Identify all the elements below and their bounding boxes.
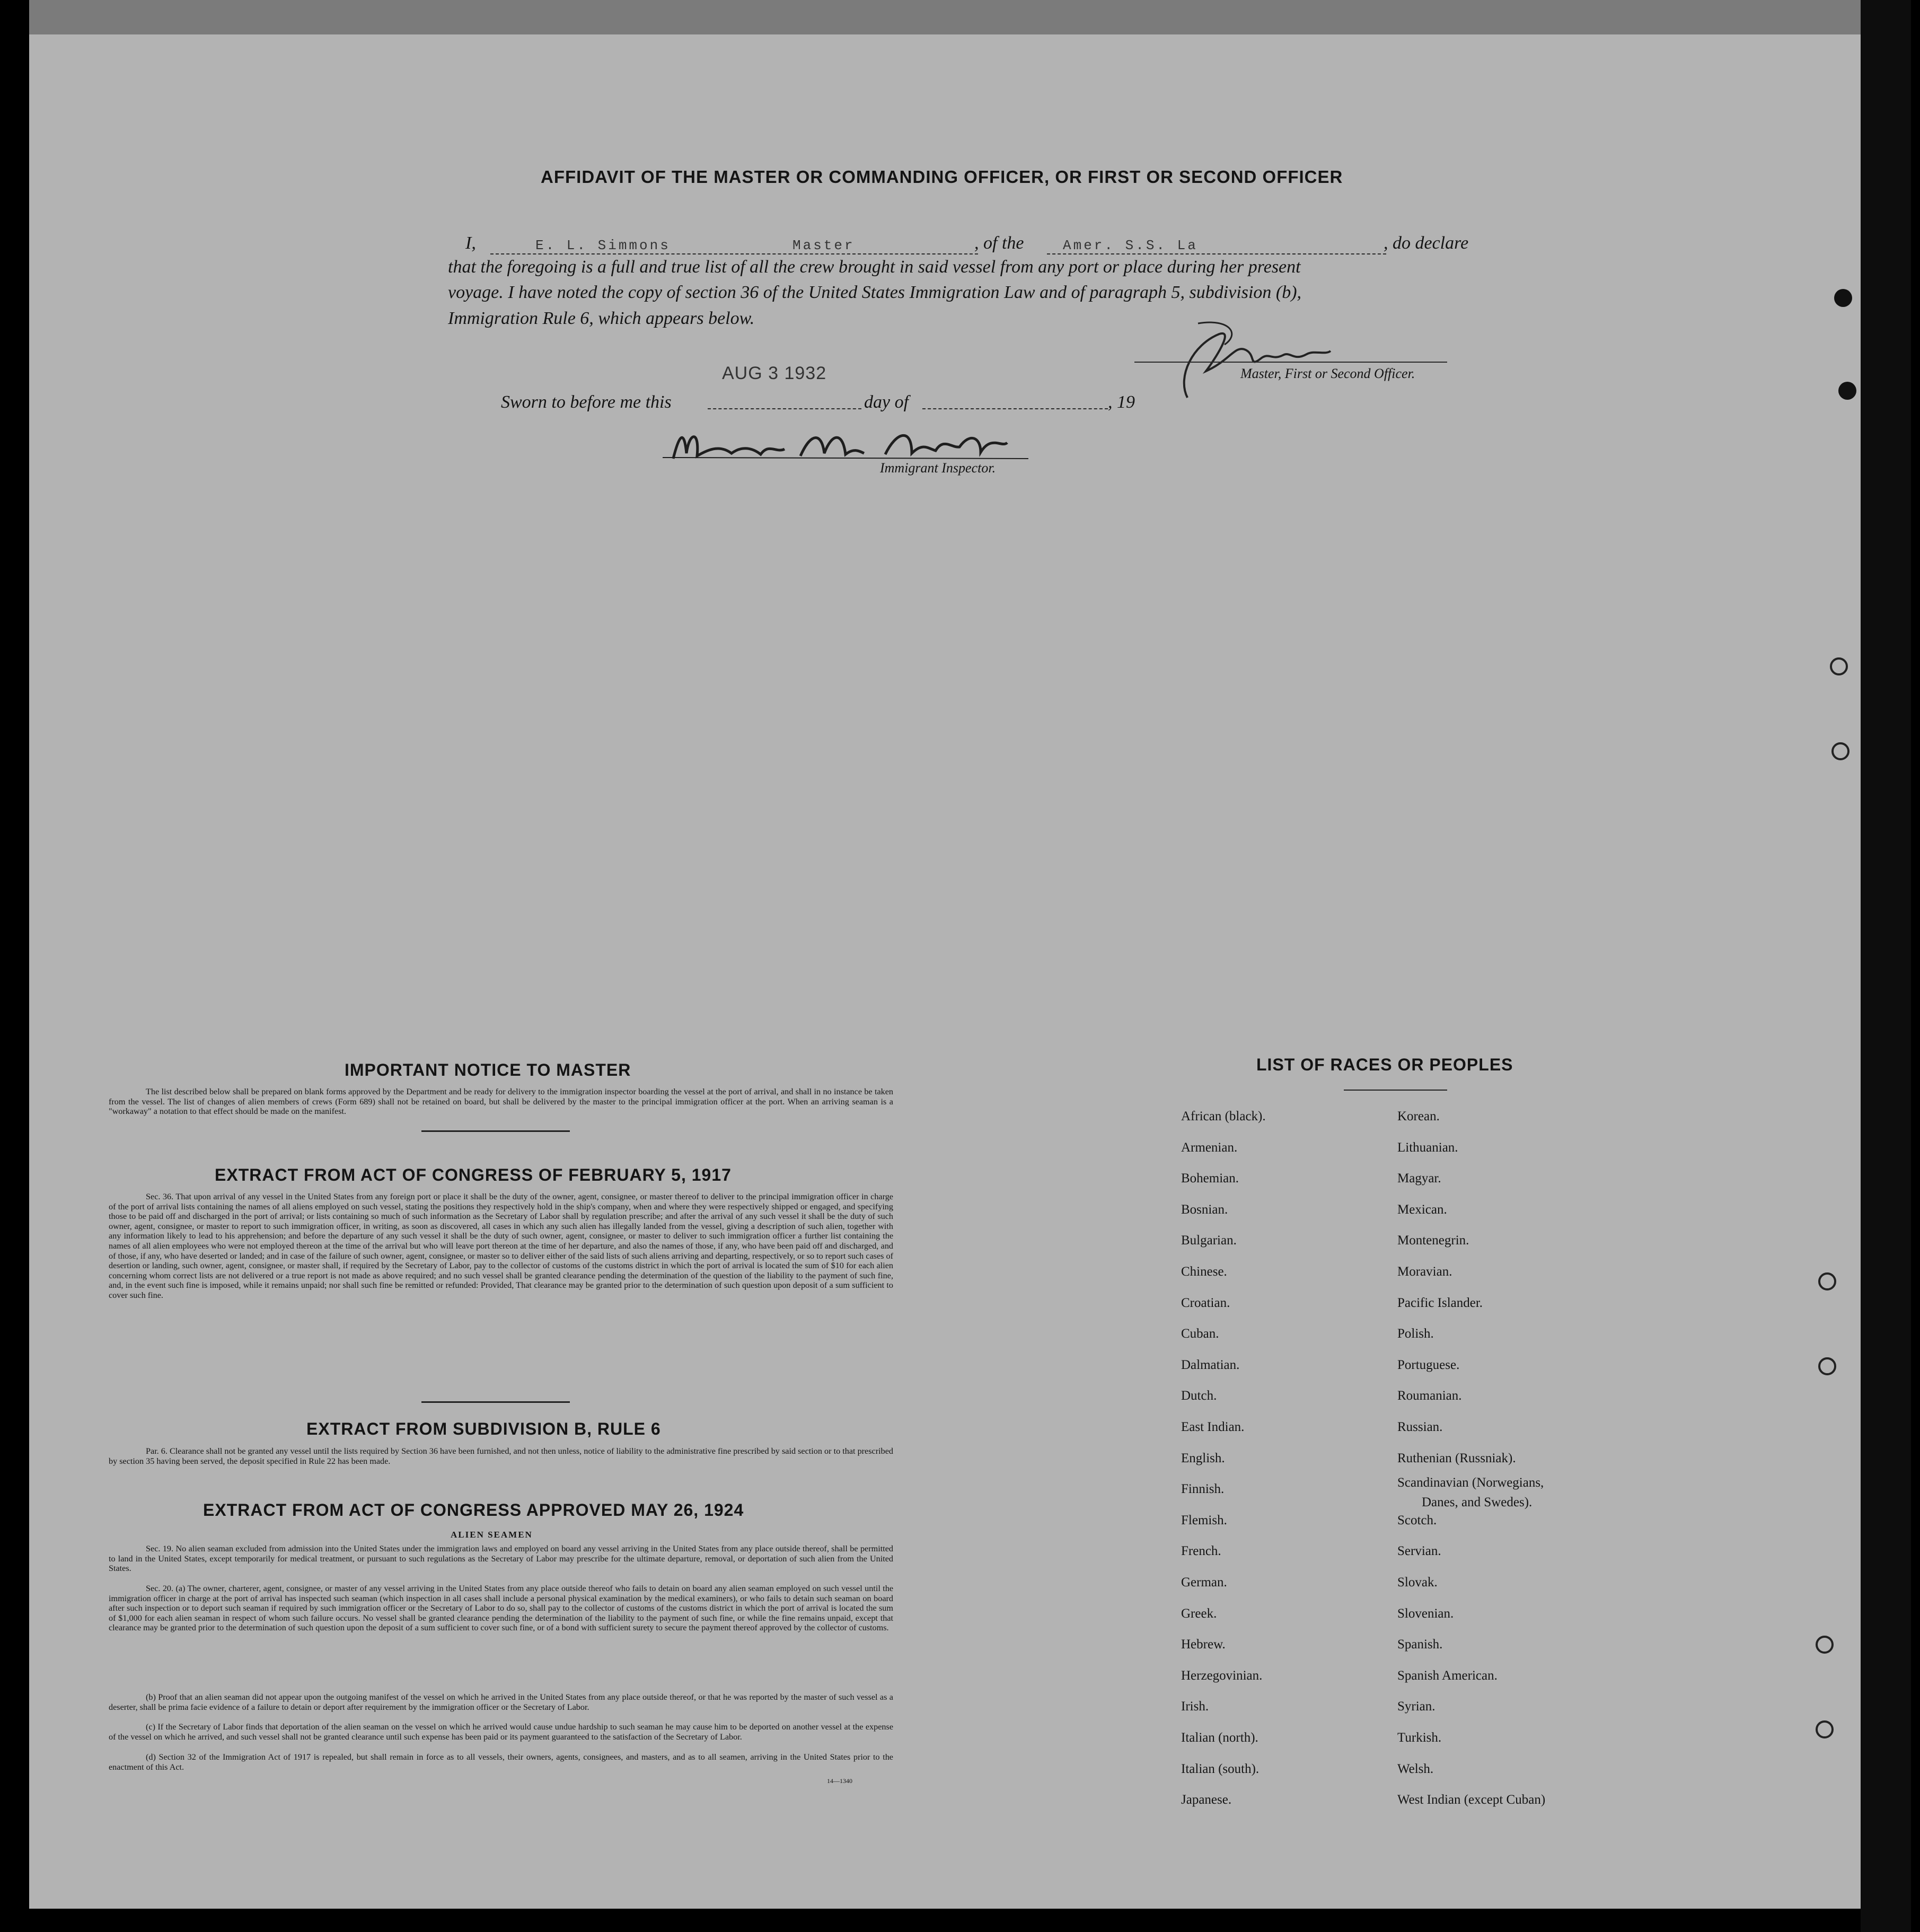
race-item: Croatian. [1181, 1295, 1230, 1310]
race-item: Slovak. [1397, 1575, 1438, 1589]
race-item: French. [1181, 1544, 1221, 1559]
extract-rule6-body: Par. 6. Clearance shall not be granted any vessel until the lists required by Section 36 have been furnished, and not then unless, notice of liability to the administrative fine prescribed by said section or to that prescribed by section 35 having been served, the deposit specified in Rule 22 has been made. [109, 1446, 893, 1466]
vessel-line [1047, 253, 1386, 254]
race-item: Cuban. [1181, 1327, 1219, 1341]
race-item: Danes, and Swedes). [1422, 1495, 1533, 1509]
sworn-month-line [922, 408, 1108, 409]
divider [421, 1401, 570, 1403]
punch-hole [1838, 382, 1856, 400]
race-item: Bohemian. [1181, 1171, 1239, 1186]
vessel-name-typed: Amer. S.S. La [1063, 238, 1198, 253]
race-item: Greek. [1181, 1606, 1217, 1621]
affidavit-line-4: Immigration Rule 6, which appears below. [448, 309, 755, 328]
race-item: Russian. [1397, 1420, 1443, 1434]
inspector-caption: Immigrant Inspector. [880, 460, 996, 476]
i-label: I, [465, 233, 476, 253]
race-item: Hebrew. [1181, 1637, 1226, 1652]
race-item: Herzegovinian. [1181, 1668, 1263, 1683]
race-item: Armenian. [1181, 1140, 1238, 1155]
year-prefix: , 19 [1108, 392, 1135, 412]
race-item: Portuguese. [1397, 1357, 1460, 1372]
master-signature [1156, 313, 1357, 403]
race-item: East Indian. [1181, 1420, 1245, 1434]
race-item: West Indian (except Cuban) [1397, 1793, 1546, 1807]
race-item: Bosnian. [1181, 1202, 1228, 1217]
race-item: Spanish American. [1397, 1668, 1498, 1683]
race-item: Montenegrin. [1397, 1233, 1469, 1248]
race-item: Dalmatian. [1181, 1357, 1240, 1372]
punch-hole [1830, 657, 1848, 675]
date-stamp: AUG 3 1932 [722, 363, 827, 383]
declare-label: , do declare [1384, 233, 1469, 253]
extract-1924-sec20d: (d) Section 32 of the Immigration Act of 1917 is repealed, but shall remain in force as to all vessels, their owners, agents, consignees, and masters, and as to all seamen, arriving in the United States prior to the enactment of this Act. [109, 1752, 893, 1772]
punch-hole [1831, 742, 1849, 760]
master-signature-line [1134, 362, 1447, 363]
race-item: Slovenian. [1397, 1606, 1454, 1621]
race-item: Moravian. [1397, 1264, 1452, 1279]
punch-hole [1816, 1636, 1834, 1654]
divider [421, 1130, 570, 1132]
sworn-day-line [708, 408, 861, 409]
race-item: Spanish. [1397, 1637, 1443, 1652]
affidavit-line-3: voyage. I have noted the copy of section 36 of the United States Immigration Law and of paragraph 5, subdivision (b), [448, 283, 1302, 302]
punch-hole [1818, 1357, 1836, 1375]
extract-1917-body: Sec. 36. That upon arrival of any vessel in the United States from any foreign port or place it shall be the duty of the owner, agent, consignee, or master thereof to deliver to the principal immigration officer in charge of the port of arrival lists containing the names of all aliens employed on such vessel, stating the positions they respectively hold in the ship's company, when and where they were respectively shipped or engaged, and specifying those to be paid off and discharged in the port of arrival; or lists containing so much of such information as the Secretary of Labor shall by regulation prescribe; and after the arrival of any such vessel it shall be the duty of such owner, agent, consignee, or master to report to such immigration officer, in writing, as soon as discovered, all cases in which any such alien has illegally landed from the vessel, giving a description of such alien, together with any information likely to lead to his apprehension; and before the departure of any such vessel it shall be the duty of such owner, agent, consignee, or master to deliver to such immigration officer a further list containing the names of all alien employees who were not employed thereon at the time of the arrival but who will leave port thereon at the time of her departure, and also the names of those, if any, who have been paid off and discharged, and of those, if any, who have deserted or landed; and in case of the failure of such owner, agent, consignee, or master so to deliver either of the said lists of such aliens arriving and departing, respectively, or so to report such cases of desertion or landing, such owner, agent, consignee, or master shall, if required by the Secretary of Labor, pay to the collector of customs of the customs district in which the port of arrival is located the sum of $10 for each alien concerning whom correct lists are not delivered or a true report is not made as above required; and no such vessel shall be granted clearance pending the determination of the question of the liability to the payment of such fine, and, in the event such fine is imposed, while it remains unpaid; nor shall such fine be remitted or refunded: Provided, That clearance may be granted prior to the determination of such question upon deposit of a sum sufficient to cover such fine. [109, 1192, 893, 1300]
race-item: Japanese. [1181, 1793, 1232, 1807]
race-item: Magyar. [1397, 1171, 1441, 1186]
extract-1924-sec20a: Sec. 20. (a) The owner, charterer, agent, consignee, or master of any vessel arriving in the United States from any place outside thereof who fails to detain on board any alien seaman employed on such vessel until the immigration officer in charge at the port of arrival has inspected such seaman (which inspection in all cases shall include a personal physical examination by the medical examiners), or who fails to detain such seaman on board after such inspection or to deport such seaman if required by such immigration officer or the Secretary of Labor to do so, shall pay to the collector of customs of the customs district in which the port of arrival is located the sum of $1,000 for each alien seaman in respect of whom such failure occurs. No vessel shall be granted clearance pending the determination of the liability to the payment of such fine, or while the fine remains unpaid, except that clearance may be granted prior to the determination of such question upon the deposit of a sum sufficient to cover such fine, or of a bond with sufficient surety to secure the payment thereof approved by the collector of customs. [109, 1584, 893, 1633]
punch-hole [1834, 289, 1852, 307]
notice-body: The list described below shall be prepared on blank forms approved by the Department and be ready for delivery to the immigration inspector boarding the vessel at the port of arrival, and shall in no instance be taken from the vessel. The list of changes of alien members of crews (Form 689) shall not be retained on board, but shall be delivered by the master to the principal immigration officer at the port. When an arriving seaman is a "workaway" a notation to that effect should be made on the manifest. [109, 1087, 893, 1117]
race-item: Scotch. [1397, 1513, 1437, 1527]
master-caption: Master, First or Second Officer. [1240, 366, 1415, 381]
extract-1924-subtitle: ALIEN SEAMEN [451, 1530, 533, 1540]
race-item: Irish. [1181, 1699, 1209, 1714]
extract-1917-title: EXTRACT FROM ACT OF CONGRESS OF FEBRUARY 5, 1917 [215, 1165, 732, 1184]
name-line [490, 253, 978, 254]
extract-1924-sec19: Sec. 19. No alien seaman excluded from admission into the United States under the immigration laws and employed on board any vessel arriving in the United States from any place outside thereof, shall be permitted to land in the United States, except temporarily for medical treatment, or pursuant to such regulations as the Secretary of Labor may prescribe for the ultimate departure, removal, or deportation of such alien from the United States. [109, 1544, 893, 1574]
race-item: Welsh. [1397, 1761, 1434, 1776]
race-item: African (black). [1181, 1109, 1266, 1123]
race-item: Italian (north). [1181, 1731, 1258, 1745]
punch-hole [1816, 1720, 1834, 1738]
rank-typed: Master [792, 238, 855, 253]
affidavit-line-2: that the foregoing is a full and true list of all the crew brought in said vessel from any port or place during her present [448, 257, 1301, 277]
race-item: Bulgarian. [1181, 1233, 1237, 1248]
race-item: Lithuanian. [1397, 1140, 1458, 1155]
race-item: Scandinavian (Norwegians, [1397, 1476, 1544, 1490]
extract-1924-sec20b: (b) Proof that an alien seaman did not appear upon the outgoing manifest of the vessel on which he arrived in the United States from any place outside thereof, or that he was reported by the master of such vessel as a deserter, shall be prima facie evidence of a failure to detain or deport after requirement by the immigration officer or the Secretary of Labor. [109, 1692, 893, 1712]
race-item: German. [1181, 1575, 1227, 1589]
day-of-label: day of [864, 392, 909, 412]
race-item: Mexican. [1397, 1202, 1447, 1217]
affidavit-title: AFFIDAVIT OF THE MASTER OR COMMANDING OFFICER, OR FIRST OR SECOND OFFICER [541, 167, 1343, 187]
extract-1924-title: EXTRACT FROM ACT OF CONGRESS APPROVED MAY 26, 1924 [203, 1500, 744, 1520]
form-number: 14—1340 [827, 1777, 852, 1785]
race-item: Korean. [1397, 1109, 1440, 1123]
punch-hole [1818, 1272, 1836, 1290]
race-item: Italian (south). [1181, 1761, 1260, 1776]
race-item: Roumanian. [1397, 1389, 1462, 1403]
race-item: Flemish. [1181, 1513, 1227, 1527]
race-item: Syrian. [1397, 1699, 1435, 1714]
races-title: LIST OF RACES OR PEOPLES [1256, 1055, 1513, 1074]
race-item: Turkish. [1397, 1731, 1442, 1745]
race-item: Chinese. [1181, 1264, 1227, 1279]
notice-title: IMPORTANT NOTICE TO MASTER [345, 1060, 631, 1079]
race-item: Ruthenian (Russniak). [1397, 1451, 1516, 1465]
of-the-label: , of the [974, 233, 1024, 253]
scan-border [1861, 0, 1911, 1932]
extract-rule6-title: EXTRACT FROM SUBDIVISION B, RULE 6 [306, 1419, 661, 1438]
master-name-typed: E. L. Simmons [535, 238, 671, 253]
race-item: English. [1181, 1451, 1225, 1465]
race-item: Pacific Islander. [1397, 1295, 1483, 1310]
extract-1924-sec20c: (c) If the Secretary of Labor finds that deportation of the alien seaman on the vessel on which he arrived would cause undue hardship to such seaman he may cause him to be deported on another vessel at the expense of the vessel on which he arrived, and such vessel shall not be granted clearance until such expense has been paid or its payment guaranteed to the satisfaction of the Secretary of Labor. [109, 1722, 893, 1742]
race-item: Polish. [1397, 1327, 1434, 1341]
races-title-underline [1344, 1090, 1447, 1091]
race-item: Dutch. [1181, 1389, 1217, 1403]
sworn-label: Sworn to before me this [501, 392, 672, 412]
race-item: Finnish. [1181, 1482, 1225, 1497]
race-item: Servian. [1397, 1544, 1441, 1559]
